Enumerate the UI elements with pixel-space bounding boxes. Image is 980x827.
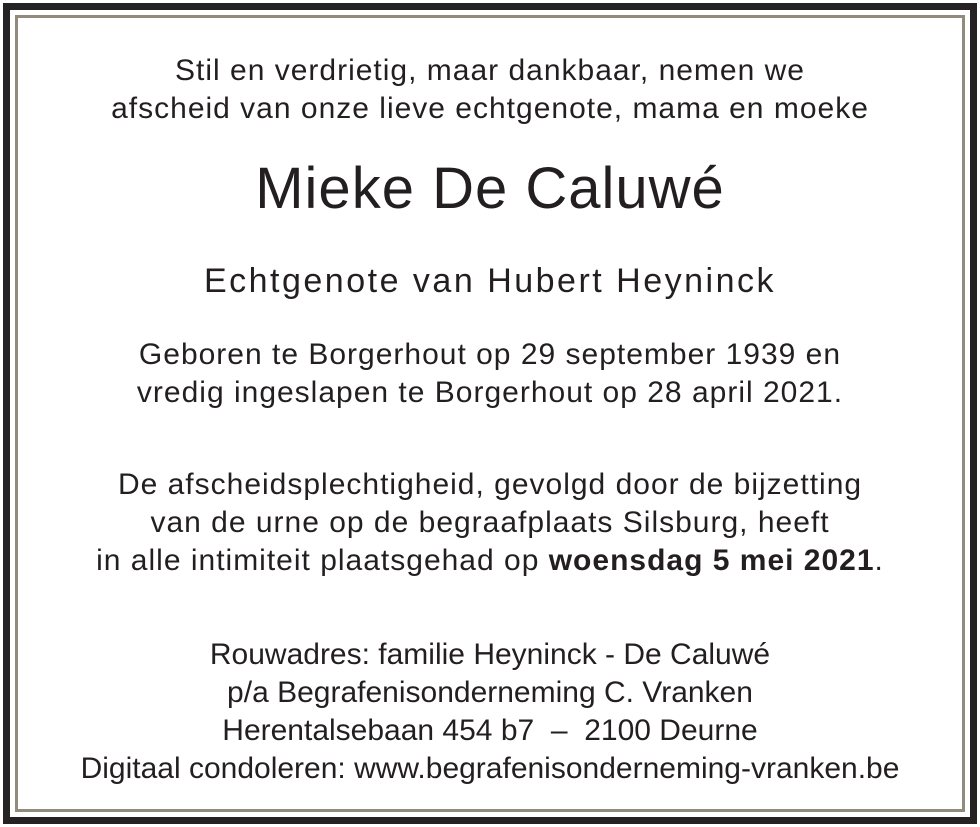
ceremony-line-3 <box>96 542 884 580</box>
intro-line-1: Stil en verdrietig, maar dankbaar, nemen we <box>175 54 805 87</box>
contact-block <box>81 636 900 788</box>
intro-line-2: afscheid van onze lieve echtgenote, mama en moeke <box>111 92 869 125</box>
mourning-address: Rouwadres: familie Heyninck - De Caluwé <box>209 638 771 671</box>
ceremony-line-2: van de urne op de begraafplaats Silsburg, heeft <box>150 506 830 539</box>
street-city-line: Herentalsebaan 454 b7 – 2100 Deurne <box>222 714 758 747</box>
ceremony-line-3-suffix: . <box>874 544 884 577</box>
care-of-line: p/a Begrafenisonderneming C. Vranken <box>227 676 753 709</box>
announcement-content <box>18 18 962 809</box>
death-line: vredig ingeslapen te Borgerhout op 28 april 2021. <box>136 376 844 409</box>
ceremony-line-3-prefix: in alle intimiteit plaatsgehad op <box>96 544 549 577</box>
birth-line: Geboren te Borgerhout op 29 september 1939 en <box>138 338 842 371</box>
deceased-name: Mieke De Caluwé <box>255 156 725 221</box>
ceremony-text <box>96 466 884 580</box>
condolence-url-line: Digitaal condoleren: www.begrafenisonderneming-vranken.be <box>80 752 900 785</box>
ceremony-date: woensdag 5 mei 2021 <box>548 544 875 577</box>
deceased-relation: Echtgenote van Hubert Heyninck <box>203 262 777 300</box>
intro-text <box>111 52 869 128</box>
life-dates-text <box>137 336 843 412</box>
ceremony-line-1: De afscheidsplechtigheid, gevolgd door de bijzetting <box>117 468 863 501</box>
